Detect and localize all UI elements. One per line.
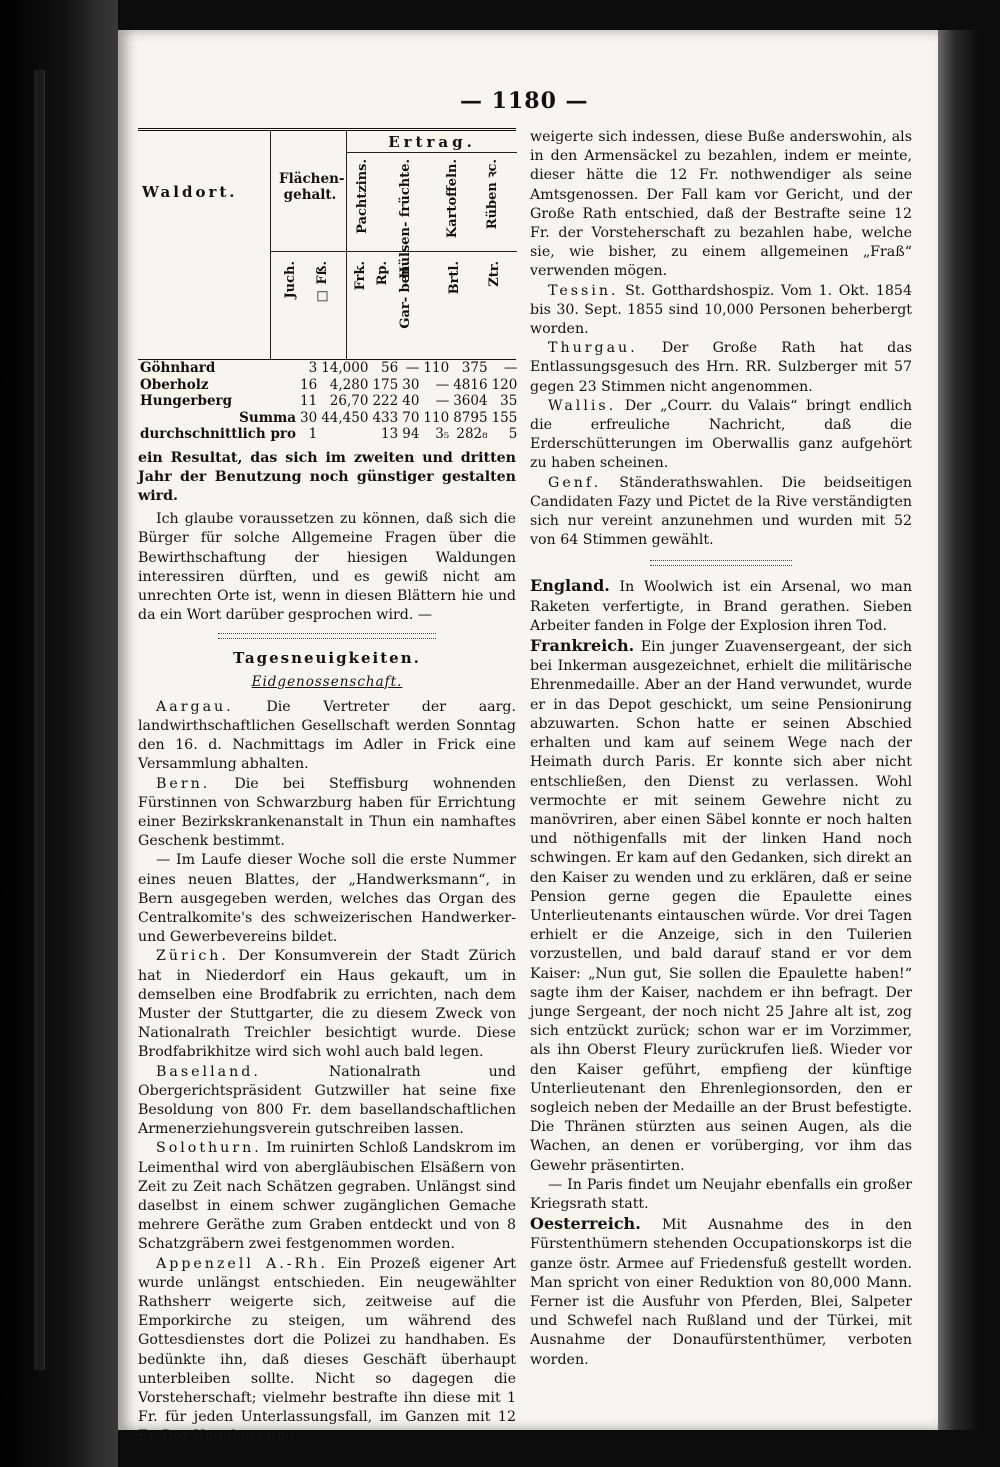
cell-rp: 94 — [402, 426, 420, 442]
cell-ztr: 5 — [508, 426, 518, 442]
unit-ztr: Ztr. — [487, 261, 502, 287]
cell-garben: 110 — [423, 360, 450, 376]
cell-fs: 26,70 — [329, 393, 369, 409]
cell-juch: 3 — [308, 360, 318, 376]
place-genf: Genf. — [548, 474, 602, 491]
cell-garben: 3₅ — [435, 426, 450, 442]
col-kartoffeln: Kartoffeln. — [445, 159, 460, 239]
text-tessin: St. Gotthardshospiz. Vom 1. Okt. 1854 bis 30. Sept. 1855 sind 10,000 Personen beherbergt worden. — [530, 282, 912, 338]
row-label: Hungerberg — [140, 393, 233, 409]
col-ertrag: Ertrag. — [347, 133, 517, 153]
header-divider-2 — [347, 251, 517, 252]
cell-fs — [319, 426, 370, 443]
row-label: durchschnittlich pro — [140, 426, 297, 442]
table-row — [138, 426, 519, 443]
text-england: In Woolwich ist ein Arsenal, wo man Raketen verfertigte, in Brand gerathen. Sieben Arbeiter fanden in Folge der Explosion ihren Tod. — [530, 579, 913, 634]
col-huelsen: Hülsen- früchte. — [398, 159, 413, 279]
subheading-eidgenossenschaft: Eidgenossenschaft. — [251, 673, 403, 690]
separator — [218, 633, 436, 639]
place-england: England. — [530, 576, 610, 596]
unit-juch: Juch. — [283, 261, 298, 299]
table-row — [138, 360, 519, 377]
text-baselland: Nationalrath und Obergerichtspräsident Gutzwiller hat seine fixe Besoldung von 800 Fr. dem basellandschaftlichen Armenerziehungsverein gutschreiben lassen. — [138, 1063, 517, 1138]
cell-brtl: 282₈ — [456, 426, 488, 442]
text-wallis: Der „Courr. du Valais“ bringt endlich die erfreuliche Nachricht, daß die Erderschütterungen im Oberwallis ganz aufgehört zu haben scheinen. — [530, 397, 912, 472]
place-solothurn: Solothurn. — [156, 1140, 262, 1157]
cell-frk: 13 — [381, 426, 399, 442]
text-thurgau: Der Große Rath hat das Entlassungsgesuch des Hrn. RR. Sulzberger mit 57 gegen 23 Stimmen nicht angenommen. — [530, 340, 912, 395]
page-number: — 1180 — — [460, 88, 589, 114]
cell-fs: 14,000 — [321, 360, 369, 376]
table-row — [138, 377, 519, 394]
header-divider — [271, 251, 347, 252]
unit-brtl: Brtl. — [447, 261, 462, 295]
cell-frk: 222 — [372, 393, 399, 409]
place-appenzell: Appenzell A.-Rh. — [156, 1255, 328, 1272]
heading-tagesneuigkeiten: Tagesneuigkeiten. — [233, 649, 421, 668]
unit-rp: Rp. — [375, 261, 390, 286]
cell-fs: 44,450 — [321, 409, 369, 426]
forest-table — [138, 360, 519, 443]
cell-rp: 70 — [402, 409, 420, 426]
cell-ztr: 35 — [500, 393, 518, 409]
cell-frk: 56 — [381, 360, 399, 376]
cell-rp: 30 — [402, 376, 420, 393]
place-wallis: Wallis. — [548, 397, 617, 414]
place-thurgau: Thurgau. — [548, 340, 638, 357]
text-oesterreich: Mit Ausnahme des in den Fürstenthümern stehenden Occupationskorps ist die ganze östr. Armee auf Friedensfuß gestellt worden. Man spricht von einer Reduktion von 80,000 Mann. Ferner ist die Ausfuhr von Pferden, Blei, Salpeter und Schwefel nach Rußland und der Türkei, mit Ausnahme der Donaufürstenthümer, verboten worden. — [530, 1217, 912, 1368]
col-flaechen-cell — [270, 131, 347, 359]
page-edge-shadow — [938, 30, 978, 1430]
place-aargau: Aargau. — [156, 698, 234, 715]
cell-brtl: 8795 — [453, 409, 488, 426]
text-appenzell: Ein Prozeß eigener Art wurde unlängst entschieden. Ein neugewählter Rathsherr weigerte sich, zeitweise auf die Emporkirche zu steigen, um während des Gottesdienstes dort die Polizei zu handhaben. Es bedünkte ihn, daß dieses Geschäft überhaupt unterbleiben sollte. Nicht so dagegen die Vorsteherschaft; vielmehr bestrafte ihn diese mit 1 Fr. für jeden Unterlassungsfall, im Ganzen mit 12 Fr. Der Ungehorsame — [138, 1255, 516, 1445]
right-column — [530, 128, 912, 1370]
cell-fs: 4,280 — [329, 376, 369, 393]
cell-juch: 30 — [300, 409, 318, 426]
text-bern: Die bei Steffisburg wohnenden Fürstinnen von Schwarzburg haben für Errichtung einer Bezirkskrankenanstalt in Thun ein namhaftes Geschenk bestimmt. — [138, 775, 516, 850]
cell-ztr: 155 — [491, 409, 518, 426]
cell-frk: 175 — [372, 376, 399, 393]
row-label: Summa — [239, 409, 297, 426]
text-frankreich: Ein junger Zuavensergeant, der sich bei Inkerman ausgezeichnet, erhielt die militärische Ehrenmedaille. Aber an der Hand verwundet, wurde er in das Depot geschickt, um seine Pensionirung abzuwarten. Schon hatte er seinen Abschied erhalten und kam auf seinem Wege nach der Heimath durch Paris. Er konnte sich aber nicht entschließen, den Dienst zu verlassen. Wohl vermochte er mit seinem Gewehre nicht zu manövriren, aber einen Säbel konnte er noch halten und nöthigenfalls mit der linken Hand noch schwingen. Er kam auf den Gedanken, sich direkt an den Kaiser zu wenden und zu erklären, daß er seine Pension gerne gegen die Epaulette eines Unterlieutenants eintauschen würde. Vor drei Tagen erhielt er die Anzeige, sich in den Tuilerien vorzustellen, und bald darauf stand er vor dem Kaiser: „Nun gut, Sie sollen die Epaulette haben!“ sagte ihm der Kaiser, nachdem er ihn befragt. Der junge Sergeant, der noch nicht 25 Jahre alt ist, zog sich entzückt zurück; schon war er im Vorzimmer, als ihn Oberst Fleury zurückrufen ließ. Wieder vor den Kaiser geführt, empfieng der künftige Unterlieutenant den Ehrenlegionsorden, den er sogleich neben der Medaille an der Brust befestigte. Die Thränen stürzten aus seinen Augen, als die Wachen, an denen er vorüberging, vor ihm das Gewehr präsentirten. — [530, 639, 912, 1174]
para-bürger: Ich glaube voraussetzen zu können, daß sich die Bürger für solche Allgemeine Fragen über die Bewirthschaftung der hiesigen Waldungen interessiren dürften, und es gewiß nicht am unrechten Orte ist, wenn in diesen Blättern hie und da ein Wort darüber gesprochen wird. — — [138, 511, 516, 624]
col-ertrag-cell — [346, 131, 517, 359]
cell-juch: 1 — [308, 426, 318, 442]
unit-frk: Frk. — [353, 261, 368, 291]
place-oesterreich: Oesterreich. — [530, 1214, 641, 1234]
left-column — [138, 128, 516, 1447]
cell-rp: — — [405, 360, 420, 376]
spine-binding — [34, 70, 45, 1370]
text-solothurn: Im ruinirten Schloß Landskrom im Leimenthal wird von abergläubischen Elsäßern von Zeit zu Zeit nach Schätzen gegraben. Unlängst sind daselbst in einem schwer zugänglichen Gemache mehrere Geräthe zum Graben entdeckt und von 8 Schatzgräbern zwei festgenommen worden. — [138, 1140, 516, 1253]
cell-brtl: 4816 — [453, 376, 488, 393]
text-genf: Ständerathswahlen. Die beidseitigen Candidaten Fazy und Pictet de la Rive verständigten sich nur vereint anzunehmen und wurden mit 52 von 64 Stimmen gewählt. — [530, 474, 912, 549]
cell-juch: 16 — [300, 376, 318, 393]
text-bern-2: — Im Laufe dieser Woche soll die erste Nummer eines neuen Blattes, der „Handwerksmann“, in Bern ausgegeben werden, welches das Organ des Centralkomite's des schweizerischen Handwerker- und Gewerbevereins bildet. — [138, 852, 516, 946]
cell-frk: 433 — [372, 409, 399, 426]
cell-garben: — — [435, 376, 450, 393]
text-zuerich: Der Konsumverein der Stadt Zürich hat in Niederdorf ein Haus gekauft, um in demselben eine Brodfabrik zu errichten, nach dem Muster der Stuttgarter, die zu diesem Zweck von Nationalrath Treichler besichtigt wurde. Diese Brodfabrikhitze wird sich wohl auch bald legen. — [138, 948, 516, 1061]
cell-ztr: 120 — [491, 376, 518, 393]
text-aargau: Die Vertreter der aarg. landwirthschaftlichen Gesellschaft werden Sonntag den 16. d. Nachmittags im Adler in Frick eine Versammlung abhalten. — [138, 698, 516, 773]
table-header — [138, 128, 516, 360]
cell-garben: 110 — [423, 409, 450, 426]
col-waldort: Waldort. — [142, 183, 238, 201]
cell-ztr: — — [503, 360, 518, 376]
cell-rp: 40 — [402, 393, 420, 409]
col-rueben: Rüben ꝛc. — [485, 159, 500, 230]
table-row — [138, 393, 519, 410]
place-tessin: Tessin. — [548, 282, 619, 299]
book-spine — [0, 0, 118, 1467]
cell-juch: 11 — [300, 393, 318, 409]
col-flaechen: Flächen- gehalt. — [279, 171, 345, 203]
cell-garben: — — [435, 393, 450, 409]
text-continuation: weigerte sich indessen, diese Buße anderswohin, als in den Armensäckel zu bezahlen, indem er meinte, dieser hätte die 12 Fr. nothwendiger als seine Amtsgenossen. Der Fall kam vor Gericht, und der Große Rath entschied, daß der Bestrafte seine 12 Fr. der Vorsteherschaft zu bezahlen habe, welche sie, wie bisher, zu einem allgemeinen „Fraß“ verwenden mögen. — [530, 129, 912, 280]
para-resultat: ein Resultat, das sich im zweiten und dritten Jahr der Benutzung noch günstiger gestalten wird. — [138, 449, 516, 504]
cell-brtl: 3604 — [453, 393, 488, 409]
place-bern: Bern. — [156, 775, 211, 792]
place-baselland: Baselland. — [156, 1063, 261, 1080]
separator-2 — [650, 560, 792, 566]
col-pachtzins: Pachtzins. — [355, 159, 370, 234]
text-paris: — In Paris findet um Neujahr ebenfalls ein großer Kriegsrath statt. — [530, 1176, 912, 1212]
row-label: Göhnhard — [140, 360, 216, 376]
unit-garben: Gar- ben. — [398, 261, 413, 329]
cell-brtl: 375 — [461, 360, 488, 376]
place-frankreich: Frankreich. — [530, 636, 635, 656]
place-zuerich: Zürich. — [156, 948, 229, 965]
row-label: Oberholz — [140, 376, 209, 393]
unit-fs: □ Fß. — [315, 261, 330, 305]
table-row — [138, 410, 519, 427]
